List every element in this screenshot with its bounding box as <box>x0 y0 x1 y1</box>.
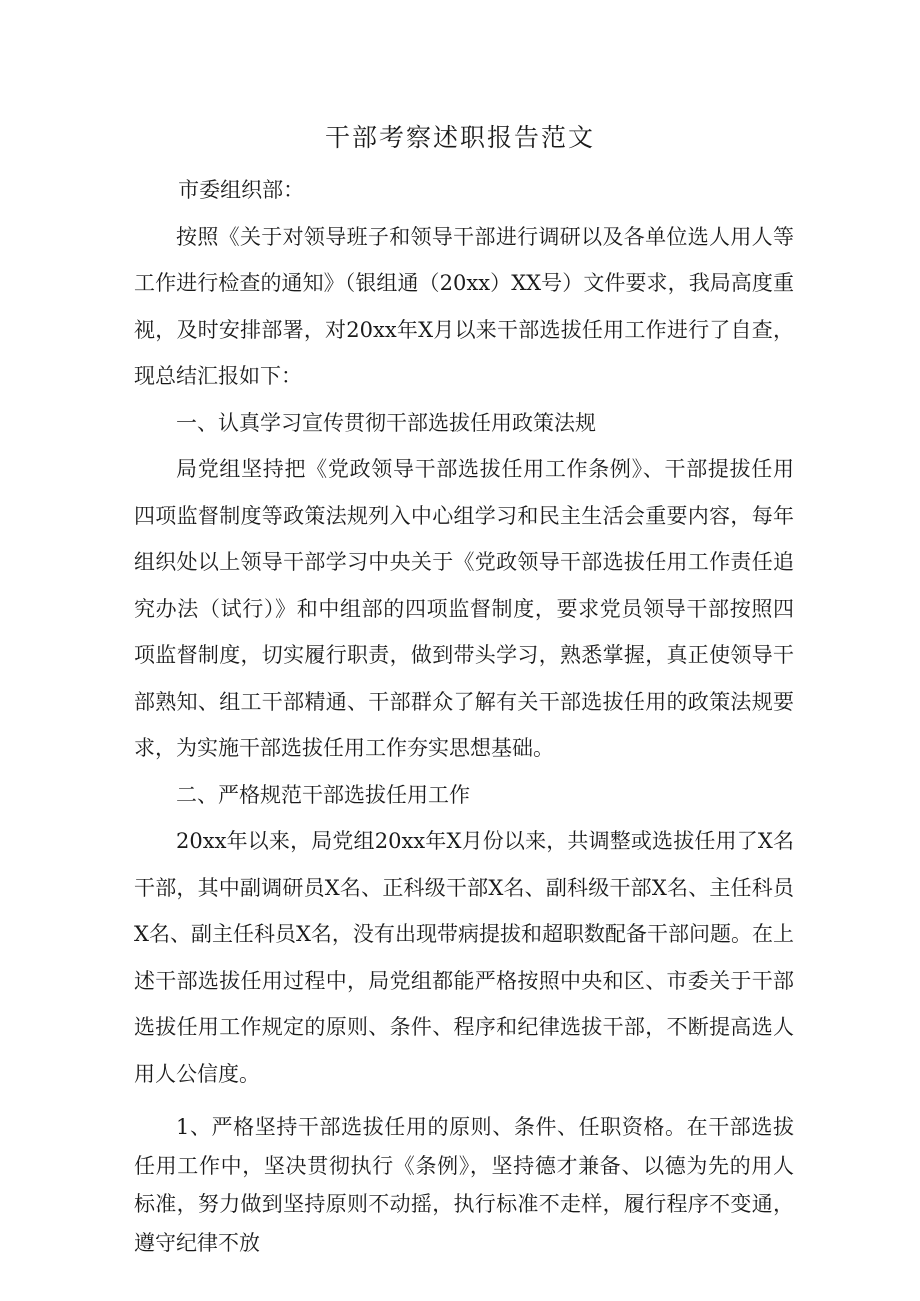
paragraph-section-1: 局党组坚持把《党政领导干部选拔任用工作条例》、干部提拔任用四项监督制度等政策法规列入中心组学习和民主生活会重要内容，每年组织处以上领导干部学习中央关于《党政领导干部选拔任用工作责任追究办法（试行）》和中组部的四项监督制度，要求党员领导干部按照四项监督制度，切实履行职责，做到带头学习，熟悉掌握，真正使领导干部熟知、组工干部精通、干部群众了解有关干部选拔任用的政策法规要求，为实施干部选拔任用工作夯实思想基础。 <box>134 457 794 760</box>
document-title: 干部考察述职报告范文 <box>324 123 595 152</box>
paragraph-item-1: 1、严格坚持干部选拔任用的原则、条件、任职资格。在干部选拔任用工作中，坚决贯彻执行《条例》，坚持德才兼备、以德为先的用人标准，努力做到坚持原则不动摇，执行标准不走样，履行程序不变通，遵守纪律不放 <box>134 1115 794 1255</box>
paragraph-section-2: 20xx年以来，局党组20xx年X月份以来，共调整或选拔任用了X名干部，其中副调研员X名、正科级干部X名、副科级干部X名、主任科员X名、副主任科员X名，没有出现带病提拔和超职数配备干部问题。在上述干部选拔任用过程中，局党组都能严格按照中央和区、市委关于干部选拔任用工作规定的原则、条件、程序和纪律选拔干部，不断提高选人用人公信度。 <box>134 829 794 1086</box>
paragraph-intro: 按照《关于对领导班子和领导干部进行调研以及各单位选人用人等工作进行检查的通知》（银组通（20xx）XX号）文件要求，我局高度重视，及时安排部署，对20xx年X月以来干部选拔任用工作进行了自查，现总结汇报如下： <box>134 224 794 388</box>
document-body <box>134 167 794 1262</box>
section-heading-1: 一、认真学习宣传贯彻干部选拔任用政策法规 <box>176 410 596 435</box>
section-heading-2: 二、严格规范干部选拔任用工作 <box>176 782 470 807</box>
salutation: 市委组织部： <box>178 178 305 202</box>
